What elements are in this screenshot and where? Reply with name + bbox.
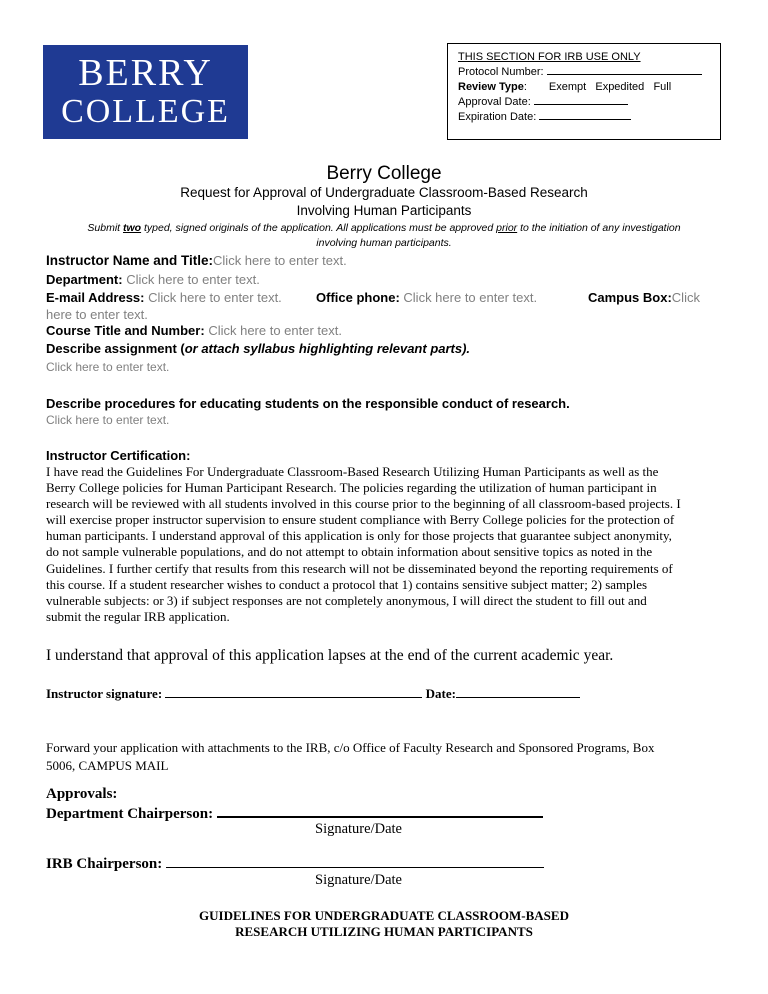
cert-line: submit the regular IRB application. (46, 608, 230, 624)
assignment-label-a: Describe assignment ( (46, 341, 185, 356)
cert-line: I have read the Guidelines For Undergraduate Classroom-Based Research Utilizing Human Participants as well as the (46, 464, 659, 479)
protocol-number-label: Protocol Number: (458, 66, 544, 79)
instructor-name-field[interactable]: Click here to enter text. (213, 253, 347, 268)
office-phone-label: Office phone: (316, 290, 400, 305)
office-phone-row (316, 290, 537, 305)
course-row (46, 323, 342, 338)
approval-date-blank (534, 94, 628, 105)
expiration-date-label: Expiration Date: (458, 111, 537, 124)
course-label: Course Title and Number: (46, 323, 205, 338)
course-field[interactable]: Click here to enter text. (208, 323, 342, 338)
assignment-label (46, 341, 470, 356)
berry-college-logo (43, 45, 248, 139)
cert-line: human participants. I understand approval of this application is only for those projects that guarantee subject anonymity, (46, 528, 672, 544)
instructor-name-row (46, 253, 347, 268)
expiration-date-blank (539, 109, 631, 120)
instructions-line-2: involving human participants. (316, 237, 452, 249)
review-type-options: Exempt Expedited Full (548, 80, 672, 93)
assignment-label-b: or attach syllabus highlighting relevant parts). (184, 341, 471, 356)
forward-instructions (46, 739, 654, 775)
review-type-colon: : (523, 80, 527, 93)
instructions-line-1 (0, 222, 768, 234)
dept-chair-signature-caption: Signature/Date (315, 821, 402, 837)
date-line[interactable] (456, 685, 580, 698)
forward-line-2: 5006, CAMPUS MAIL (46, 758, 169, 773)
cert-line: Guidelines. I further certify that results from this research will not be disseminated beyond the reporting requirements of (46, 560, 673, 576)
instructor-signature-row (46, 685, 580, 702)
forward-line-1: Forward your application with attachments to the IRB, c/o Office of Faculty Research and Sponsored Programs, Box (46, 740, 655, 755)
procedures-label: Describe procedures for educating students on the responsible conduct of research. (46, 396, 570, 411)
cert-line: research will be reviewed with all students involved in this course prior to the beginning of all classroom-based projects. I (46, 496, 681, 512)
certification-heading: Instructor Certification: (46, 448, 191, 463)
subtitle-line-1: Request for Approval of Undergraduate Classroom-Based Research (180, 185, 588, 200)
dept-chair-row (46, 804, 543, 823)
review-type-row (458, 80, 720, 94)
logo-line-college: COLLEGE (61, 93, 230, 130)
irb-chair-label: IRB Chairperson: (46, 856, 163, 872)
approval-date-row (458, 94, 720, 109)
instructor-signature-line[interactable] (165, 685, 422, 698)
instr-text-c: to the initiation of any investigation (517, 222, 681, 234)
email-row (46, 290, 282, 305)
lapse-statement: I understand that approval of this application lapses at the end of the current academic year. (46, 647, 614, 664)
expiration-date-row (458, 109, 720, 124)
irb-chair-signature-caption: Signature/Date (315, 872, 402, 888)
department-field[interactable]: Click here to enter text. (126, 272, 260, 287)
guidelines-heading-line-1: GUIDELINES FOR UNDERGRADUATE CLASSROOM-BASED (199, 908, 569, 923)
procedures-field[interactable]: Click here to enter text. (46, 413, 170, 427)
campus-box-row (588, 290, 700, 305)
email-label: E-mail Address: (46, 290, 145, 305)
review-type-label: Review Type (458, 80, 524, 93)
department-label: Department: (46, 272, 123, 287)
cert-line: will exercise proper instructor supervision to ensure student compliance with Berry College policies for the protection of (46, 512, 675, 528)
department-row (46, 272, 260, 287)
cert-line: this course. If a student researcher wishes to conduct a protocol that 1) contains sensitive subject matter; 2) samples (46, 576, 648, 592)
subtitle-line-2: Involving Human Participants (296, 203, 472, 218)
campus-box-field-continued[interactable]: here to enter text. (46, 307, 148, 322)
cert-line: do not sample vulnerable populations, and do not attempt to obtain information about sensitive topics as noted in the (46, 544, 653, 560)
guidelines-heading-line-2: RESEARCH UTILIZING HUMAN PARTICIPANTS (235, 924, 533, 939)
campus-box-field[interactable]: Click (671, 290, 700, 305)
office-phone-field[interactable]: Click here to enter text. (403, 290, 538, 305)
instr-two: two (123, 222, 142, 234)
instr-prior: prior (496, 222, 518, 234)
approvals-heading: Approvals: (46, 786, 118, 802)
page-title: Berry College (326, 163, 442, 184)
certification-text (46, 464, 736, 625)
email-field[interactable]: Click here to enter text. (148, 290, 282, 305)
instr-text-a: Submit (87, 222, 123, 234)
approval-date-label: Approval Date: (458, 95, 531, 108)
cert-line: vulnerable subjects: or 3) if subject responses are not completely anonymous, I will direct the student to fill out and (46, 592, 647, 608)
date-label: Date: (425, 686, 456, 701)
instructor-name-label: Instructor Name and Title: (46, 253, 214, 268)
irb-use-only-box (447, 43, 721, 140)
logo-line-berry: BERRY (78, 52, 213, 94)
instr-text-b: typed, signed originals of the application. All applications must be approved (141, 222, 497, 234)
irb-chair-signature-line[interactable] (166, 855, 544, 868)
instructor-signature-label: Instructor signature: (46, 686, 163, 701)
assignment-field[interactable]: Click here to enter text. (46, 360, 170, 374)
cert-line: Berry College policies for Human Participant Research. The policies regarding the utilization of human participant in (46, 480, 657, 496)
irb-heading: THIS SECTION FOR IRB USE ONLY (458, 51, 641, 63)
dept-chair-signature-line[interactable] (217, 804, 543, 818)
protocol-number-blank (547, 64, 702, 75)
dept-chair-label: Department Chairperson: (46, 806, 214, 822)
campus-box-label: Campus Box: (588, 290, 672, 305)
irb-chair-row (46, 855, 544, 873)
protocol-number-row (458, 64, 720, 79)
